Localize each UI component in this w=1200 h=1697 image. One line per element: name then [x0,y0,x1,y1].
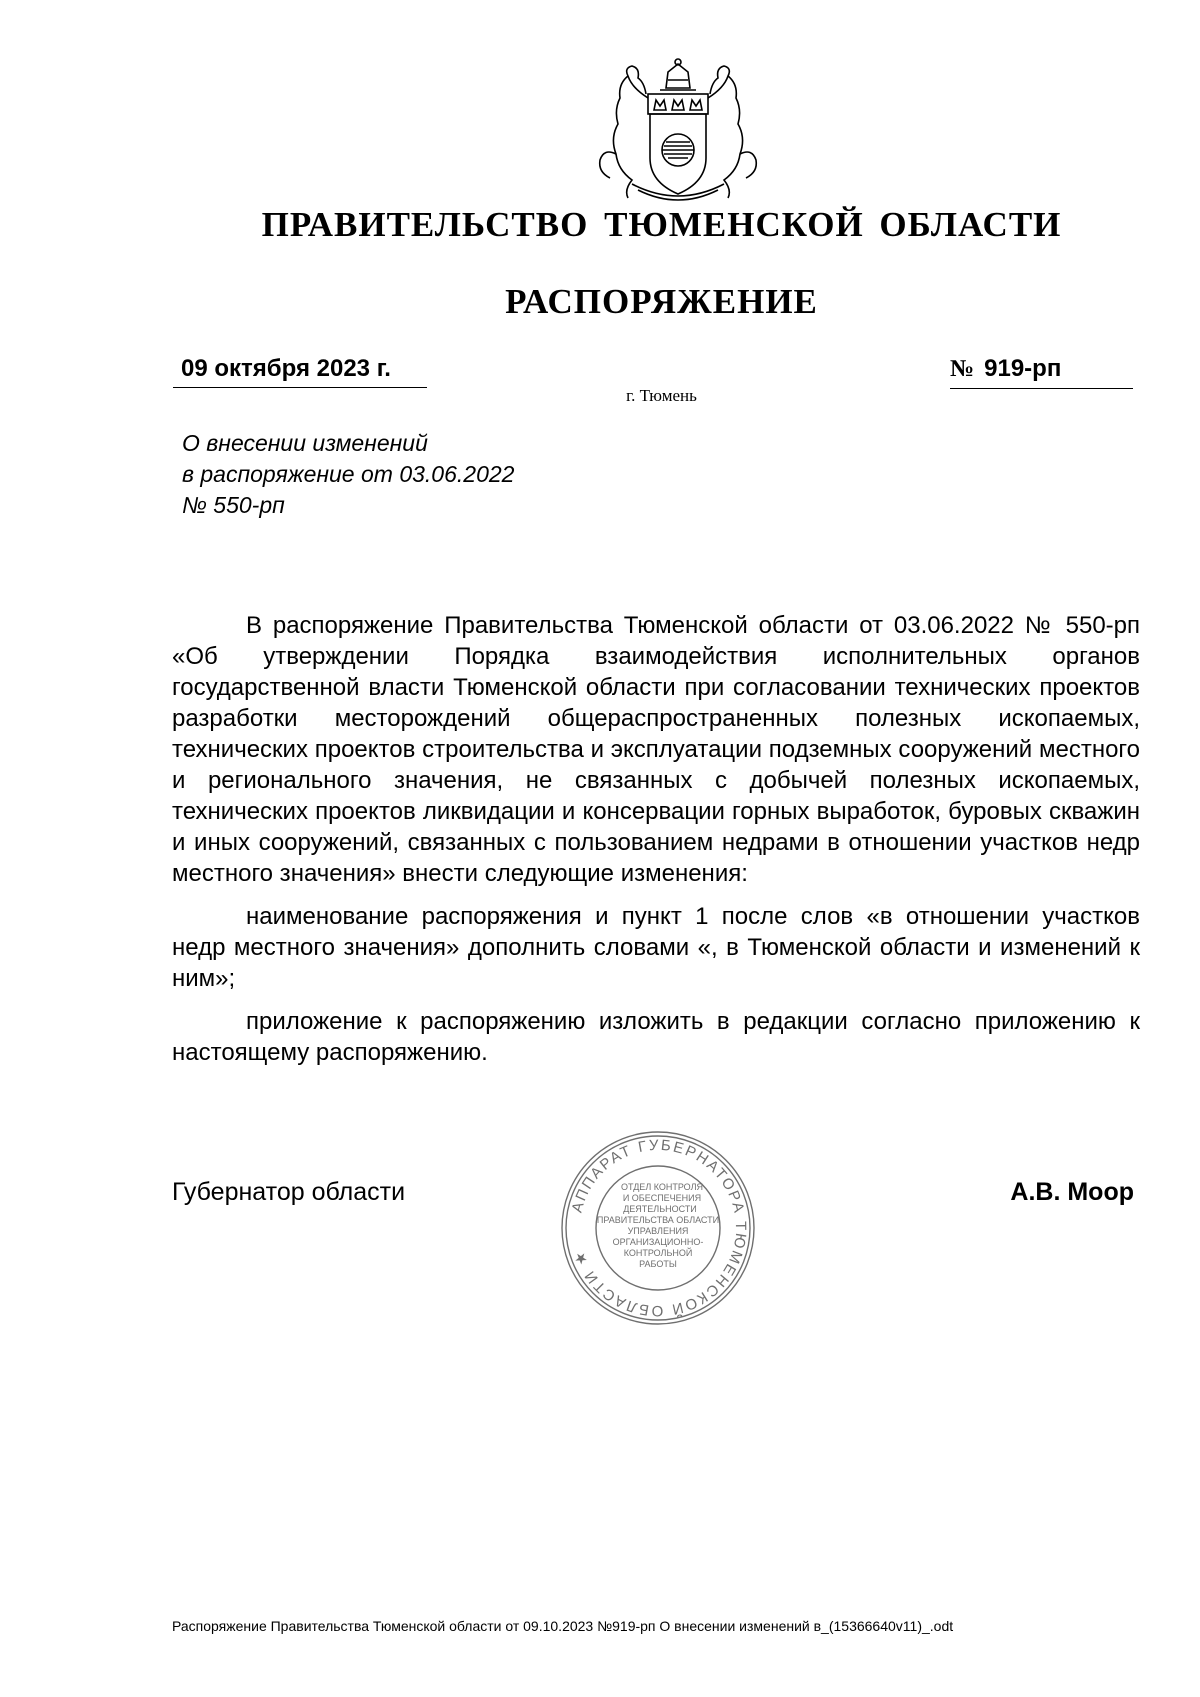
subject-line: О внесении изменений [182,430,428,456]
subject-line: в распоряжение от 03.06.2022 [182,461,515,487]
svg-text:УПРАВЛЕНИЯ: УПРАВЛЕНИЯ [627,1226,689,1236]
svg-text:ПРАВИТЕЛЬСТВА ОБЛАСТИ: ПРАВИТЕЛЬСТВА ОБЛАСТИ [596,1215,720,1225]
subject-line: № 550-рп [182,492,285,518]
document-number: 919-рп [984,355,1062,382]
svg-text:КОНТРОЛЬНОЙ: КОНТРОЛЬНОЙ [623,1248,693,1258]
document-footer: Распоряжение Правительства Тюменской области от 09.10.2023 №919-рп О внесении изменений в_(15366640v11)_.odt [172,1618,954,1634]
document-number-block [950,355,1133,389]
number-sign: № [950,356,975,382]
svg-text:ОТДЕЛ КОНТРОЛЯ: ОТДЕЛ КОНТРОЛЯ [621,1182,703,1192]
svg-text:РАБОТЫ: РАБОТЫ [639,1259,677,1269]
organization-title: ПРАВИТЕЛЬСТВО ТЮМЕНСКОЙ ОБЛАСТИ [261,205,1062,244]
document-city: г. Тюмень [626,386,697,405]
official-seal-icon [558,1128,758,1328]
body-paragraph: В распоряжение Правительства Тюменской области от 03.06.2022 № 550-рп «Об утверждении Порядка взаимодействия исполнительных органов государственной власти Тюменской области при согласовании технических проектов разработки месторождений общераспространенных полезных ископаемых, технических проектов строительства и эксплуатации подземных сооружений местного и регионального значения, не связанных с добычей полезных ископаемых, технических проектов ликвидации и консервации горных выработок, буровых скважин и иных сооружений, связанных с пользованием недрами в отношении участков недр местного значения» внести следующие изменения: [172,612,1140,887]
coat-of-arms-icon [588,58,768,206]
document-subject [182,428,514,521]
svg-text:ОРГАНИЗАЦИОННО-: ОРГАНИЗАЦИОННО- [612,1237,704,1247]
svg-text:ДЕЯТЕЛЬНОСТИ: ДЕЯТЕЛЬНОСТИ [623,1204,697,1214]
svg-text:И ОБЕСПЕЧЕНИЯ: И ОБЕСПЕЧЕНИЯ [622,1193,702,1203]
body-paragraph: наименование распоряжения и пункт 1 после слов «в отношении участков недр местного значения» дополнить словами «, в Тюменской области и изменений к ним»; [172,903,1140,992]
document-type: РАСПОРЯЖЕНИЕ [505,282,818,321]
signatory-role: Губернатор области [172,1178,406,1206]
document-body [172,610,1140,1080]
body-paragraph: приложение к распоряжению изложить в редакции согласно приложению к настоящему распоряжению. [172,1008,1140,1066]
svg-text:АППАРАТ ГУБЕРНАТОРА ТЮМЕНСКОЙ: АППАРАТ ГУБЕРНАТОРА ТЮМЕНСКОЙ ОБЛАСТИ ★ [568,1136,750,1320]
document-date: 09 октября 2023 г. [173,355,427,388]
signatory-name: А.В. Моор [1010,1178,1134,1206]
